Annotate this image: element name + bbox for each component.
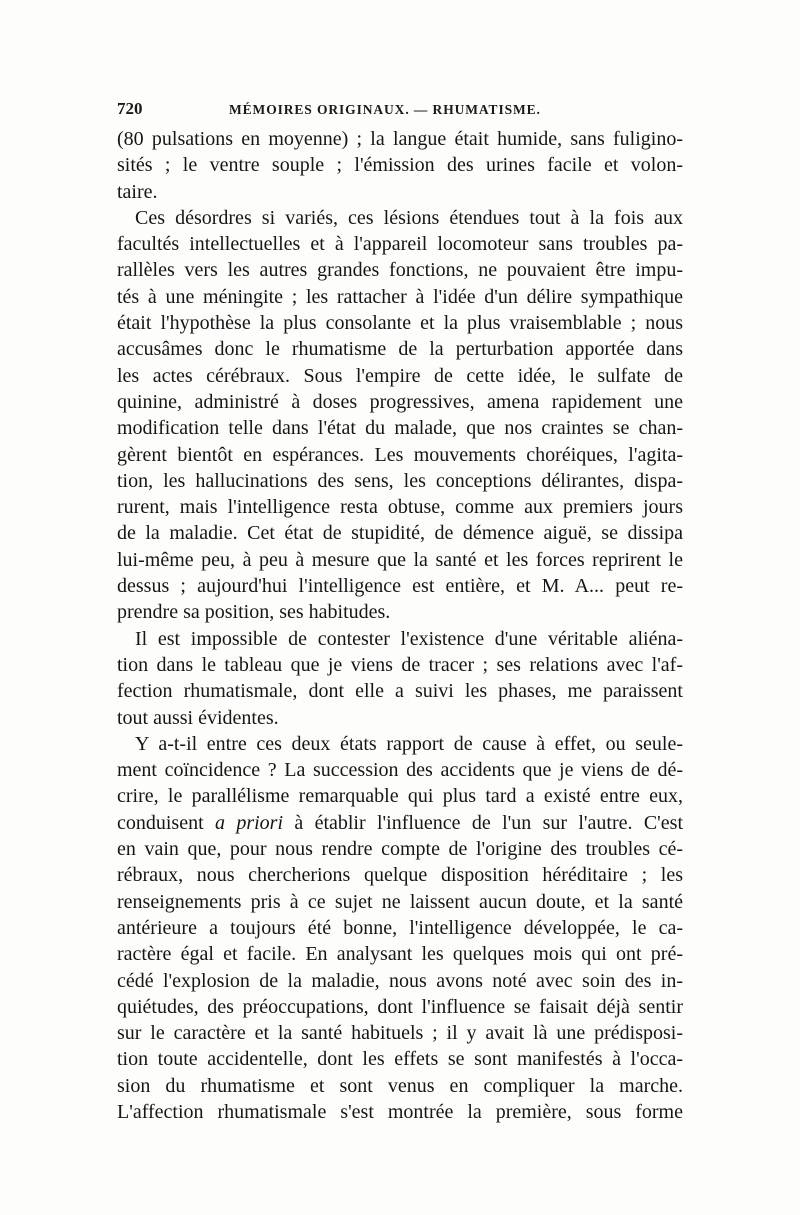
text-line: lui-même peu, à peu à mesure que la santé et les forces reprirent le [117, 548, 683, 571]
text-line: ment coïncidence ? La succession des accidents que je viens de dé- [117, 759, 683, 782]
text-segment: à établir l'influence de l'un sur l'autre. C'est [283, 811, 683, 834]
text-line: Y a-t-il entre ces deux états rapport de cause à effet, ou seule- [135, 732, 683, 755]
text-line: sur le caractère et la santé habituels ; il y avait là une prédisposi- [117, 1022, 683, 1045]
text-line: prendre sa position, ses habitudes. [117, 601, 391, 624]
text-line: rurent, mais l'intelligence resta obtuse, comme aux premiers jours [117, 496, 683, 519]
text-line: (80 pulsations en moyenne) ; la langue était humide, sans fuligino- [117, 128, 683, 150]
text-segment: conduisent [117, 811, 215, 834]
text-line: en vain que, pour nous rendre compte de l'origine des troubles cé- [117, 838, 683, 861]
text-line: sités ; le ventre souple ; l'émission des urines facile et volon- [117, 154, 683, 177]
text-line: dessus ; aujourd'hui l'intelligence est entière, et M. A... peut re- [117, 575, 683, 598]
text-line: tés à une méningite ; les rattacher à l'idée d'un délire sympathique [117, 285, 683, 308]
text-line: cédé l'explosion de la maladie, nous avons noté avec soin des in- [117, 969, 683, 992]
italic-text: a priori [215, 811, 284, 834]
text-line: tion, les hallucinations des sens, les conceptions délirantes, dispa- [117, 469, 683, 492]
text-line: crire, le parallélisme remarquable qui plus tard a existé entre eux, [117, 785, 683, 808]
text-line: taire. [117, 180, 158, 203]
running-title: MÉMOIRES ORIGINAUX. — RHUMATISME. [229, 102, 541, 117]
text-line: tout aussi évidentes. [117, 706, 279, 729]
text-line: sion du rhumatisme et sont venus en compliquer la marche. [117, 1074, 683, 1097]
text-line: modification telle dans l'état du malade, que nos craintes se chan- [117, 417, 683, 440]
text-line: antérieure a toujours été bonne, l'intelligence développée, le ca- [117, 916, 683, 939]
text-line: accusâmes donc le rhumatisme de la perturbation apportée dans [117, 338, 683, 361]
text-line: gèrent bientôt en espérances. Les mouvements choréiques, l'agita- [117, 443, 683, 466]
running-head [117, 98, 681, 120]
text-line: les actes cérébraux. Sous l'empire de cette idée, le sulfate de [117, 364, 683, 387]
page-number: 720 [117, 99, 143, 118]
text-line: Il est impossible de contester l'existence d'une véritable aliéna- [135, 627, 683, 650]
text-line: fection rhumatismale, dont elle a suivi les phases, me paraissent [117, 680, 683, 703]
text-line: tion toute accidentelle, dont les effets se sont manifestés à l'occa- [117, 1048, 683, 1071]
body-text [117, 126, 683, 1125]
text-line: facultés intellectuelles et à l'appareil locomoteur sans troubles pa- [117, 233, 683, 256]
text-line: rallèles vers les autres grandes fonctions, ne pouvaient être impu- [117, 259, 683, 282]
text-line: quinine, administré à doses progressives, amena rapidement une [117, 390, 683, 413]
text-line: était l'hypothèse la plus consolante et la plus vraisemblable ; nous [117, 312, 683, 335]
text-line: ractère égal et facile. En analysant les quelques mois qui ont pré- [117, 943, 683, 966]
text-line: tion dans le tableau que je viens de tracer ; ses relations avec l'af- [117, 653, 683, 676]
text-line: rébraux, nous chercherions quelque disposition héréditaire ; les [117, 864, 683, 887]
text-line [117, 810, 683, 836]
text-line: L'affection rhumatismale s'est montrée la première, sous forme [117, 1100, 683, 1123]
text-line: de la maladie. Cet état de stupidité, de démence aiguë, se dissipa [117, 522, 683, 545]
text-line: renseignements pris à ce sujet ne laissent aucun doute, et la santé [117, 890, 683, 913]
text-line: Ces désordres si variés, ces lésions étendues tout à la fois aux [135, 206, 683, 229]
text-line: quiétudes, des préoccupations, dont l'influence se faisait déjà sentir [117, 995, 683, 1018]
